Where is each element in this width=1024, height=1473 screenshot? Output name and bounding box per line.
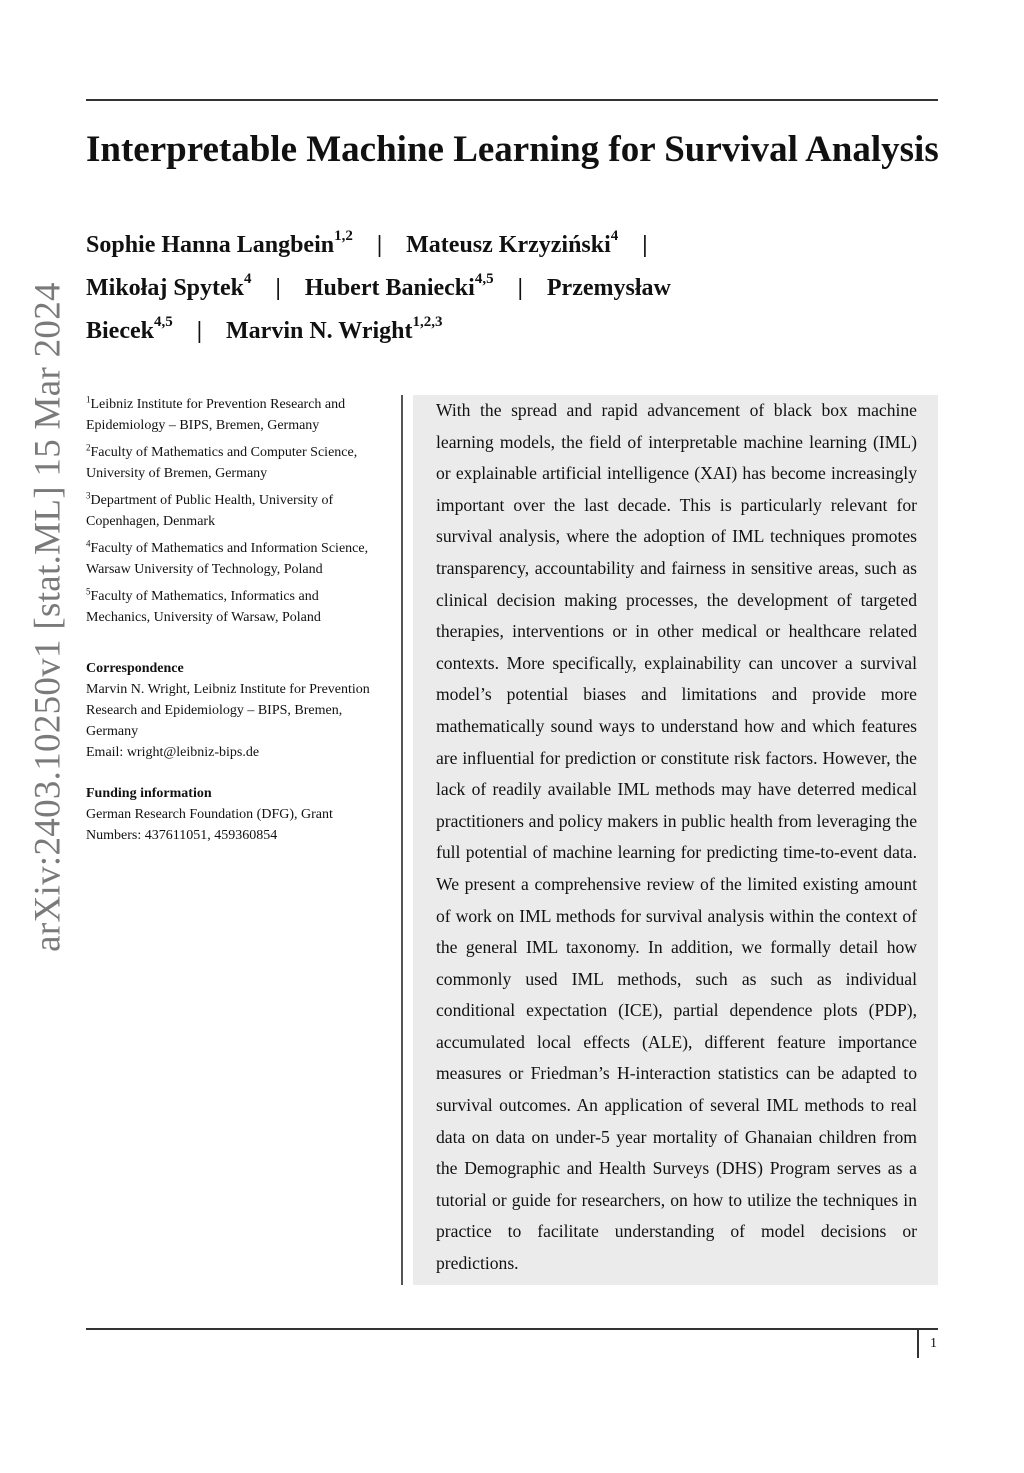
bottom-rule [86, 1328, 938, 1330]
author-name: Mateusz Krzyziński$^4$ [406, 228, 619, 258]
affiliation: $^2$Faculty of Mathematics and Computer Science, University of Bremen, Germany [86, 442, 358, 481]
author-separator: | [517, 275, 523, 301]
author-name: Przemysław [546, 275, 671, 301]
abstract-accent-bar [401, 395, 403, 1285]
author-name: Marvin N. Wright$^{1,2,3}$ [226, 314, 443, 344]
author-line-2 [86, 267, 736, 310]
author-separator: | [196, 318, 203, 344]
arxiv-identifier-stamp: arXiv:2403.10250v1 [stat.ML] 15 Mar 2024 [27, 282, 69, 952]
abstract-text: With the spread and rapid advancement of black box machine learning models, the field of interpretable machine learning (IML) or explainable artificial intelligence (XAI) has become increasingly important over the last decade. This is particularly relevant for survival analysis, where the adoption of IML techniques promotes transparency, accountability and fairness in sensitive areas, such as clinical decision making processes, the development of targeted therapies, interventions or in other medical or healthcare related contexts. More specifically, explainability can uncover a survival model’s potential biases and limitations and provide more mathematically sound ways to understand how and which features are influential for prediction or constitute risk factors. However, the lack of readily available IML methods may have deterred medical practitioners and policy makers in public health from leveraging the full potential of machine learning for predicting time-to-event data. We present a comprehensive review of the limited existing amount of work on IML methods for survival analysis within the context of the general IML taxonomy. In addition, we formally detail how commonly used IML methods, such as such as individual conditional expectation (ICE), partial dependence plots (PDP), accumulated local effects (ALE), different feature importance measures or Friedman’s H-interaction statistics can be adapted to survival outcomes. An application of several IML methods to real data on data on under-5 year mortality of Ghanaian children from the Demographic and Health Surveys (DHS) Program serves as a tutorial or guide for researchers, on how to utilize the techniques in practice to facilitate understanding of model decisions or predictions. [436, 400, 917, 1274]
affiliation: $^4$Faculty of Mathematics and Information Science, Warsaw University of Technology, Poland [86, 538, 369, 577]
author-list [86, 224, 736, 353]
author-name: Mikołaj Spytek$^4$ [86, 271, 252, 301]
correspondence-email: Email: wright@leibniz-bips.de [86, 745, 260, 760]
page-number: 1 [930, 1336, 937, 1351]
affiliation: $^5$Faculty of Mathematics, Informatics and Mechanics, University of Warsaw, Poland [86, 586, 321, 625]
author-name: Hubert Baniecki$^{4,5}$ [304, 271, 494, 301]
author-separator: | [642, 232, 648, 258]
author-line-1 [86, 224, 736, 267]
sidebar-info [86, 394, 386, 846]
affiliation: $^3$Department of Public Health, University of Copenhagen, Denmark [86, 490, 334, 529]
author-separator: | [376, 232, 383, 258]
correspondence-address: Marvin N. Wright, Leibniz Institute for Prevention Research and Epidemiology – BIPS, Bremen, Germany [86, 682, 370, 739]
funding-heading: Funding information [86, 786, 212, 801]
top-rule [86, 99, 938, 101]
paper-title: Interpretable Machine Learning for Survival Analysis [86, 129, 939, 170]
author-name: Biecek$^{4,5}$ [86, 314, 173, 344]
correspondence-heading: Correspondence [86, 661, 184, 676]
author-name: Sophie Hanna Langbein$^{1,2}$ [86, 228, 353, 258]
funding-text: German Research Foundation (DFG), Grant Numbers: 437611051, 459360854 [86, 807, 333, 843]
author-separator: | [275, 275, 281, 301]
affiliation: $^1$Leibniz Institute for Prevention Research and Epidemiology – BIPS, Bremen, Germany [86, 394, 346, 433]
page-number-divider [917, 1330, 919, 1358]
author-line-3 [86, 310, 736, 353]
